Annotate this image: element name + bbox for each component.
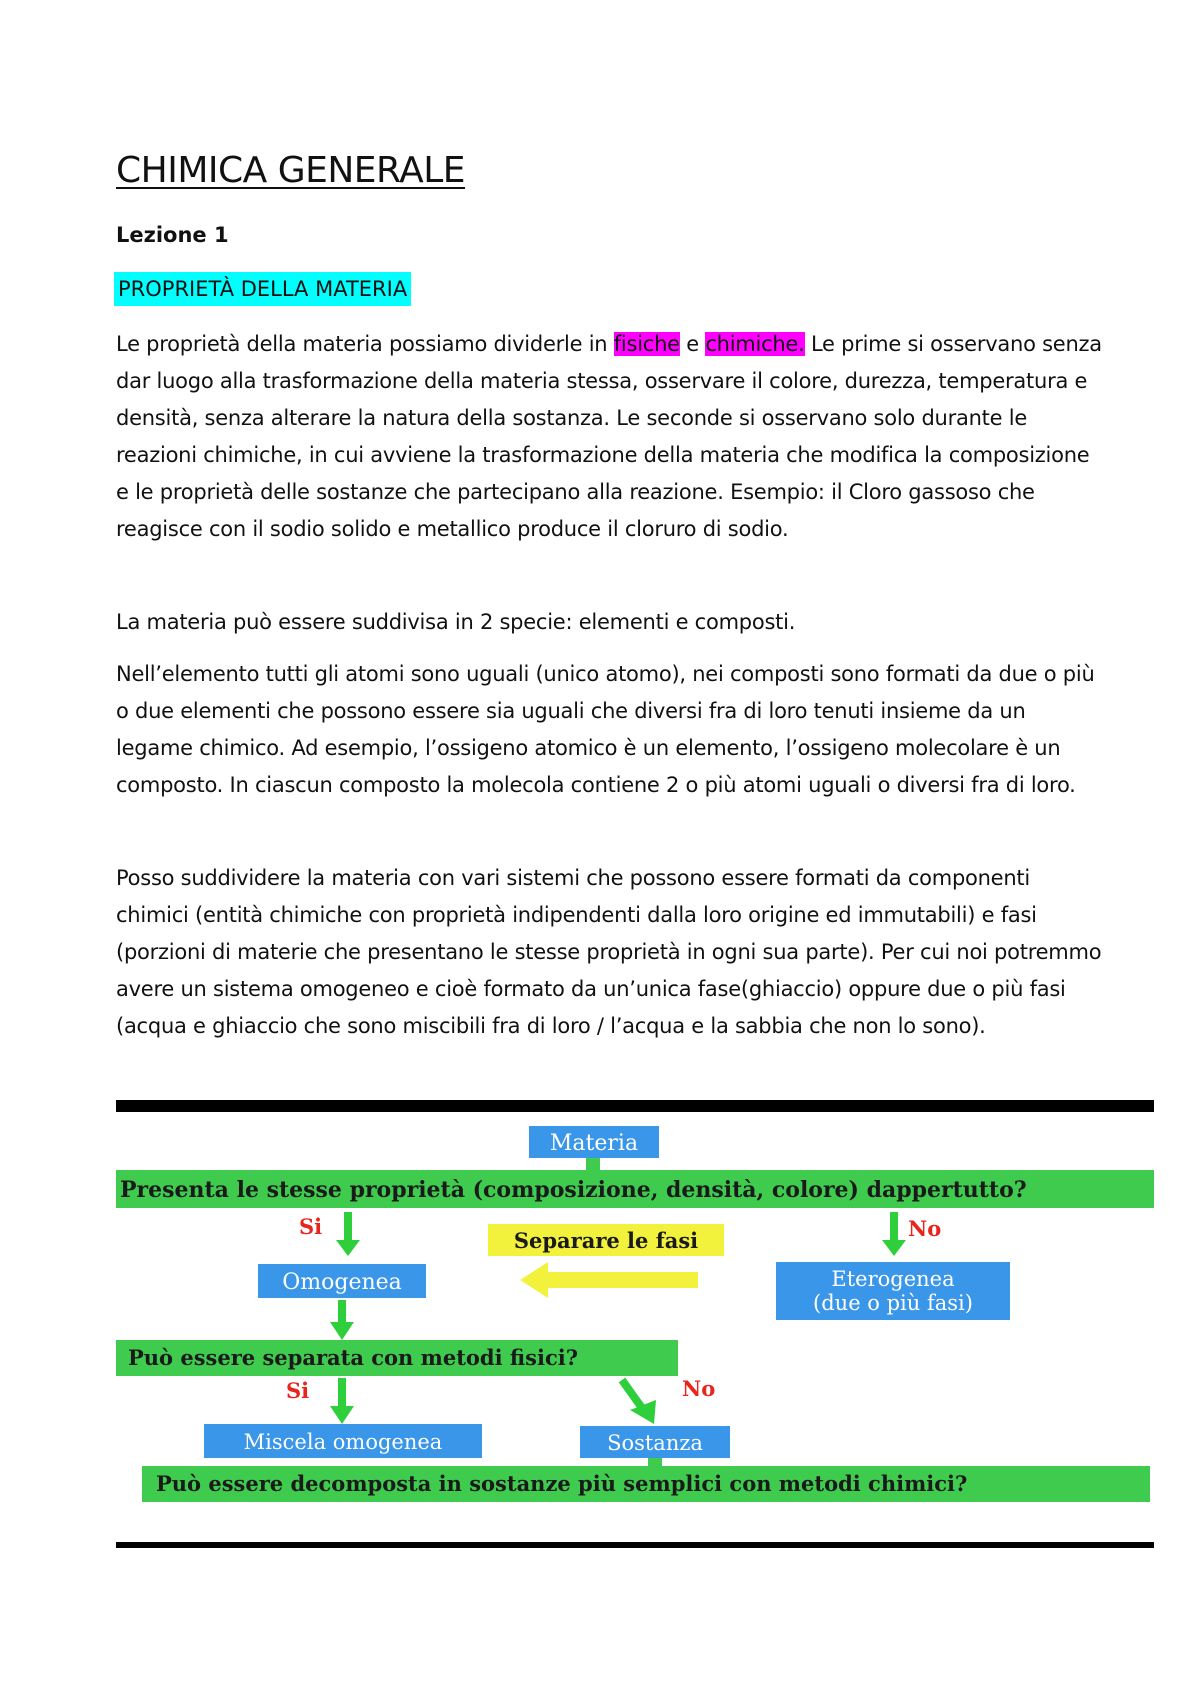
eterogenea-label-2: (due o più fasi) [813, 1291, 973, 1315]
separare-label: Separare le fasi [513, 1228, 699, 1253]
bottom-border [116, 1542, 1154, 1548]
paragraph-text: e [679, 332, 706, 356]
sostanza-label: Sostanza [607, 1431, 703, 1455]
si-label-1: Si [299, 1214, 323, 1239]
top-border [116, 1100, 1154, 1112]
si-label-2: Si [286, 1378, 310, 1403]
paragraph-systems: Posso suddividere la materia con vari sistemi che possono essere formati da componenti chimici (entità chimiche con proprietà indipendenti dalla loro origine ed immutabili) e fasi (porzioni di materie che presentano le stesse proprietà in ogni sua parte). Per cui noi potremmo avere un sistema omogeneo e cioè formato da un’unica fase(ghiaccio) oppure due o più fasi (acqua e ghiaccio che sono miscibili fra di loro / l’acqua e la sabbia che non lo sono). [116, 866, 1102, 1038]
highlight-chimiche: chimiche. [705, 332, 805, 356]
paragraph-text: Le prime si osservano senza dar luogo alla trasformazione della materia stessa, osservare il colore, durezza, temperatura e densità, senza alterare la natura della sostanza. Le seconde si osservano solo durante le reazioni chimiche, in cui avviene la trasformazione della materia che modifica la composizione e le proprietà delle sostanze che partecipano alla reazione. Esempio: il Cloro gassoso che reagisce con il sodio solido e metallico produce il cloruro di sodio. [116, 332, 1102, 541]
no-label-2: No [682, 1376, 716, 1401]
page-title: CHIMICA GENERALE [116, 150, 466, 191]
miscela-label: Miscela omogenea [243, 1430, 443, 1454]
question-1-text: Presenta le stesse proprietà (composizione, densità, colore) dappertutto? [120, 1177, 1027, 1203]
highlight-fisiche: fisiche [613, 332, 680, 356]
omogenea-label: Omogenea [282, 1270, 402, 1295]
question-3-text: Può essere decomposta in sostanze più semplici con metodi chimici? [156, 1471, 968, 1496]
paragraph-text: Le proprietà della materia possiamo dividerle in [116, 332, 614, 356]
eterogenea-label-1: Eterogenea [831, 1267, 955, 1291]
paragraph-properties [116, 326, 1106, 548]
paragraph-elements: Nell’elemento tutti gli atomi sono uguali (unico atomo), nei composti sono formati da due o più o due elementi che possono essere sia uguali che diversi fra di loro tenuti insieme da un legame chimico. Ad esempio, l’ossigeno atomico è un elemento, l’ossigeno molecolare è un composto. In ciascun composto la molecola contiene 2 o più atomi uguali o diversi fra di loro. [116, 662, 1095, 797]
matter-classification-diagram [116, 1100, 1154, 1552]
question-2-text: Può essere separata con metodi fisici? [128, 1345, 579, 1370]
paragraph-species: La materia può essere suddivisa in 2 specie: elementi e composti. [116, 610, 796, 634]
section-heading: PROPRIETÀ DELLA MATERIA [114, 272, 411, 306]
no-label-1: No [908, 1216, 942, 1241]
materia-label: Materia [549, 1131, 639, 1156]
lesson-heading: Lezione 1 [116, 223, 229, 247]
